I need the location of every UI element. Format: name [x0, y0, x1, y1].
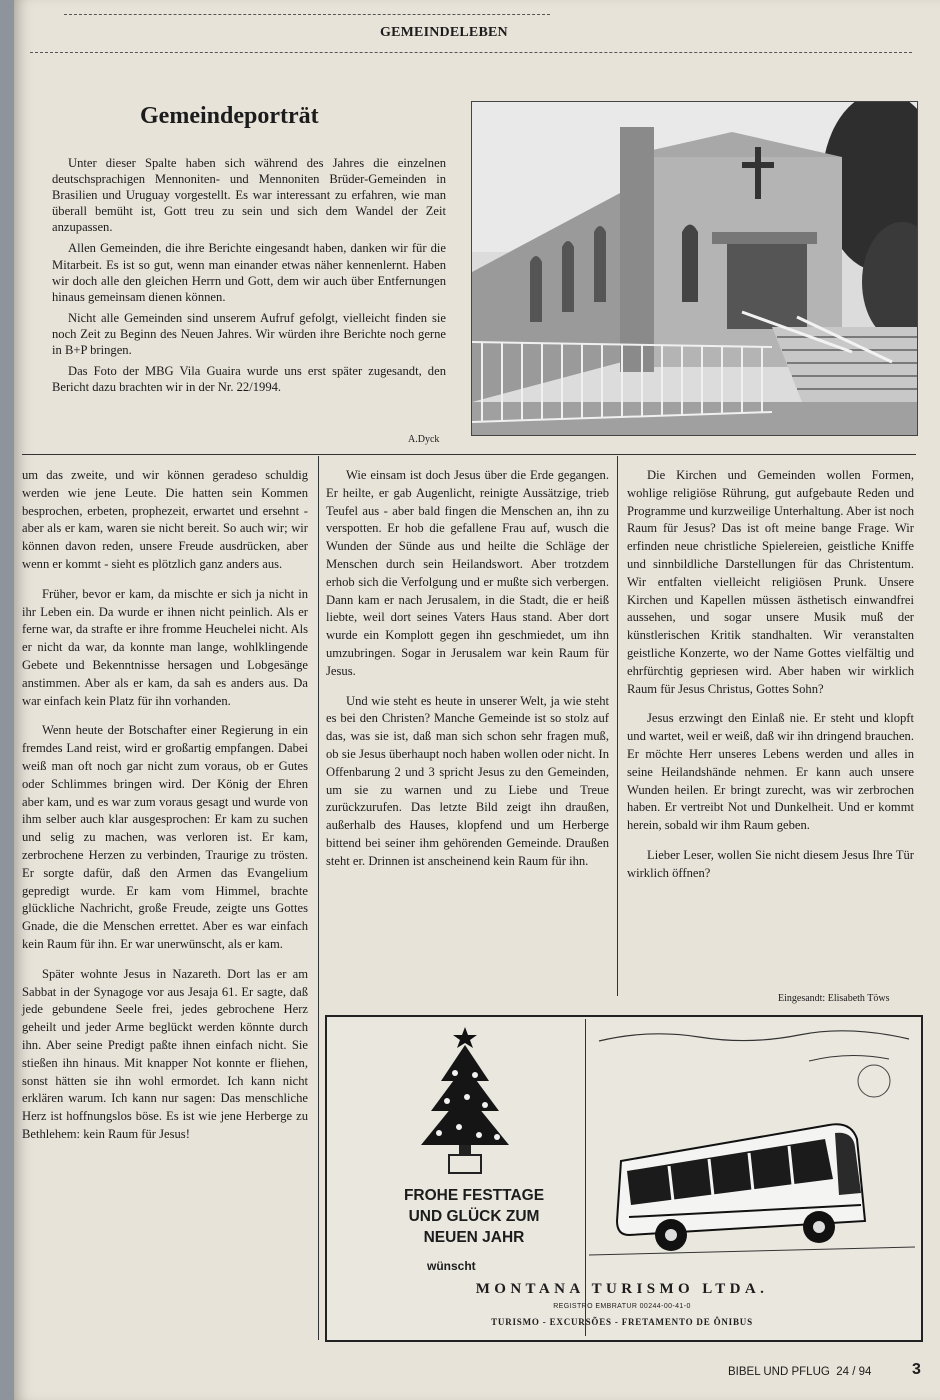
church-photo-illustration [472, 102, 917, 435]
church-photo [471, 101, 918, 436]
intro-paragraph: Nicht alle Gemeinden sind unserem Aufruf gefolgt, vielleicht finden sie noch Zeit zu Beginn des Neuen Jahres. Wir würden ihre Berichte noch gerne in B+P bringen. [52, 310, 446, 358]
article-paragraph: Früher, bevor er kam, da mischte er sich ja nicht in ihr Leben ein. Da wurde er ihnen nicht peinlich. Als er ferne war, da strafte er ihre fromme Heuchelei nicht. Als er nicht da war, da konnte man lange, wohlklingende Gebete und Bekenntnisse hersagen und Lobgesänge anstimmen. Aber als er kam, da sah es anders aus. Da war einfach kein Platz für ihn vorhanden. [22, 586, 308, 708]
christmas-tree-icon [405, 1023, 525, 1183]
intro-paragraph: Das Foto der MBG Vila Guaira wurde uns erst später zugesandt, den Bericht dazu brachten wir in der Nr. 22/1994. [52, 364, 446, 395]
issue-number: 24 / 94 [836, 1366, 872, 1378]
bus-illustration [589, 1021, 915, 1271]
article-paragraph: Die Kirchen und Gemeinden wollen Formen, wohlige religiöse Rührung, gut aufgebaute Reden und Programme und kurzweilige Unterhaltung. Aber ist noch Raum für Jesus? Das ist oft meine bange Frage. Wir erfinden neue christliche Spielereien, geistliche Kniffe und sinnbildliche Darstellungen für das Christentum. Wir entfalten vielleicht religiösen Prunk. Unsere Kirchen und Kapellen müssen ästhetisch einwandfrei aussehen, und sogar unsere Musik muß der künstlerischen Kritik standhalten. Wir veranstalten geistliche Konzerte, wo der Name Gottes vielfältig und ehrfürchtig gepriesen wird. Aber haben wir wirklich Raum für Jesus Christus, Gottes Sohn? [627, 468, 914, 696]
ad-services: TURISMO - EXCURSÕES - FRETAMENTO DE ÔNIBUS [491, 1317, 753, 1327]
article-column-3 [627, 467, 914, 895]
header-rule-top [64, 14, 550, 15]
ad-wuenscht: wünscht [427, 1259, 476, 1273]
article-paragraph: Später wohnte Jesus in Nazareth. Dort las er am Sabbat in der Synagoge vor aus Jesaja 61. Er sagte, daß jede gebundene Seele frei, jedes gebrochene Herz geheilt und jeder Arme beglückt werden könnte durch ihn. Aber seine Predigt paßte ihnen einfach nicht. Sie stießen ihn hinaus. Mit knapper Not konnte er fliehen, sonst hätten sie ihn wohl ermordet. Ich kann nicht erklären warum. Ich kann nur sagen: Das menschliche Herz ist hoffnungslos böse. Es ist wie jene Herberge zu Bethlehem: kein Raum für Jesus! [22, 966, 308, 1141]
ad-greeting [341, 1185, 607, 1248]
article-credit: Eingesandt: Elisabeth Töws [778, 993, 890, 1004]
section-divider [22, 454, 916, 455]
article-column-1 [22, 467, 308, 1156]
article-paragraph: Wenn heute der Botschafter einer Regierung in ein fremdes Land reist, wird er großartig empfangen. Dabei weiß man oft noch gar nicht zum voraus, ob er Gutes oder Schlimmes bringen wird. Der König der Ehren aber kam, und es war zum voraus gesagt und wurde von ihm selber auch klar ausgesprochen: Er kam zu suchen und selig zu machen, was verloren ist. Er kam, zerbrochene Herzen zu verbinden, Traurige zu trösten. Er sorgte dafür, daß den Armen das Evangelium gepredigt wurde. Er kam vom Himmel, brachte glückliche Nachricht, große Freude, zeigte uns Gottes Gnade, die die Menschen errettet. Aber es war einfach kein Raum für ihn. Er war unerwünscht, als er kam. [22, 723, 308, 951]
advertisement [325, 1015, 923, 1342]
intro-text [52, 155, 446, 400]
footer-publication [728, 1366, 871, 1378]
publication-name: BIBEL UND PFLUG [728, 1366, 830, 1378]
article-paragraph: Wie einsam ist doch Jesus über die Erde gegangen. Er heilte, er gab Augenlicht, reinigte Aussätzige, trieb Teufel aus - aber bald fingen die Menschen an, ihn zu verspotten. Er hob die gefallene Frau auf, wusch die Wunden der Sünde aus und heilte die Schläge der Menschen durch sein Heilandswort. Aber trotzdem erhob sich die Verfolgung und er mußte sich verbergen. Dann kam er nach Jerusalem, in die Stadt, die er heiß liebte, weil dort seines Vaters Haus stand. Aber dort wurde ein Komplott gegen ihn geschmiedet, um ihn umzubringen. Sogar in Jerusalem war kein Raum für Jesus. [326, 468, 609, 678]
article-paragraph: Und wie steht es heute in unserer Welt, ja wie steht es bei den Christen? Manche Gemeinde ist so stolz auf das, was sie ist, daß man sich schon sehr fragen muß, ob sie Jesus überhaupt noch haben wollen oder nicht. In Offenbarung 2 und 3 spricht Jesus zu den Gemeinden, um sie zu warnen und zu Liebe und Treue zurückzurufen. Das letzte Bild zeigt ihn draußen, außerhalb des Hauses, klopfend und um Herberge bittend bei seiner ihm gehörenden Gemeinde. Draußen steht er. Drinnen ist anscheinend kein Raum für ihn. [326, 693, 609, 868]
article-title: Gemeindeporträt [140, 103, 319, 129]
intro-signature: A.Dyck [408, 434, 440, 445]
header-rule-bottom [30, 52, 912, 53]
ad-registration: REGISTRO EMBRATUR 00244-00-41-0 [553, 1303, 691, 1310]
article-column-2 [326, 467, 609, 883]
column-rule [617, 456, 618, 996]
ad-greeting-line: NEUEN JAHR [423, 1229, 525, 1246]
article-paragraph: Jesus erzwingt den Einlaß nie. Er steht und klopft und wartet, weil er weiß, daß wir ihn dringend brauchen. Er möchte Herr unseres Lebens werden und alles in seine Heilandshände nehmen. Er kann auch unsere Wunden heilen. Er bringt zurecht, was wir zerbrochen haben. Er vertreibt Not und Dunkelheit. Und er kommt herein, sobald wir ihm Raum geben. [627, 711, 914, 833]
page-number: 3 [912, 1361, 921, 1378]
ad-company-name: MONTANA TURISMO LTDA. [475, 1281, 769, 1297]
intro-paragraph: Allen Gemeinden, die ihre Berichte eingesandt haben, danken wir für die Mitarbeit. Es ist so gut, wenn man einander etwas näher kennenlernt. Haben wir doch alle den gleichen Herrn und Gott, dem wir auch über Entfernungen hinaus gemeinsam dienen können. [52, 241, 446, 304]
intro-paragraph: Unter dieser Spalte haben sich während des Jahres die einzelnen deutschsprachigen Mennoniten- und Mennoniten Brüder-Gemeinden in Brasilien und Uruguay vorgestellt. Es war interessant zu erfahren, wie man überall bemüht ist, Gott treu zu sein und sich dem Wandel der Zeit anzupassen. [52, 156, 446, 235]
ad-greeting-line: FROHE FESTTAGE [403, 1187, 545, 1204]
article-paragraph: Lieber Leser, wollen Sie nicht diesem Jesus Ihre Tür wirklich öffnen? [627, 847, 914, 880]
section-header: GEMEINDELEBEN [380, 25, 508, 40]
column-rule [318, 456, 319, 1340]
article-paragraph: um das zweite, und wir können geradeso schuldig werden wie jene Leute. Die hatten sein Kommen besprochen, erbeten, prophezeit, erwartet und ersehnt - aber als er kam, waren sie nicht bereit. So auch wir; wir können davon reden, unsere Freude ausdrücken, aber wenn er kommt - sieht es plötzlich ganz anders aus. [22, 468, 308, 571]
ad-greeting-line: UND GLÜCK ZUM [408, 1208, 540, 1225]
